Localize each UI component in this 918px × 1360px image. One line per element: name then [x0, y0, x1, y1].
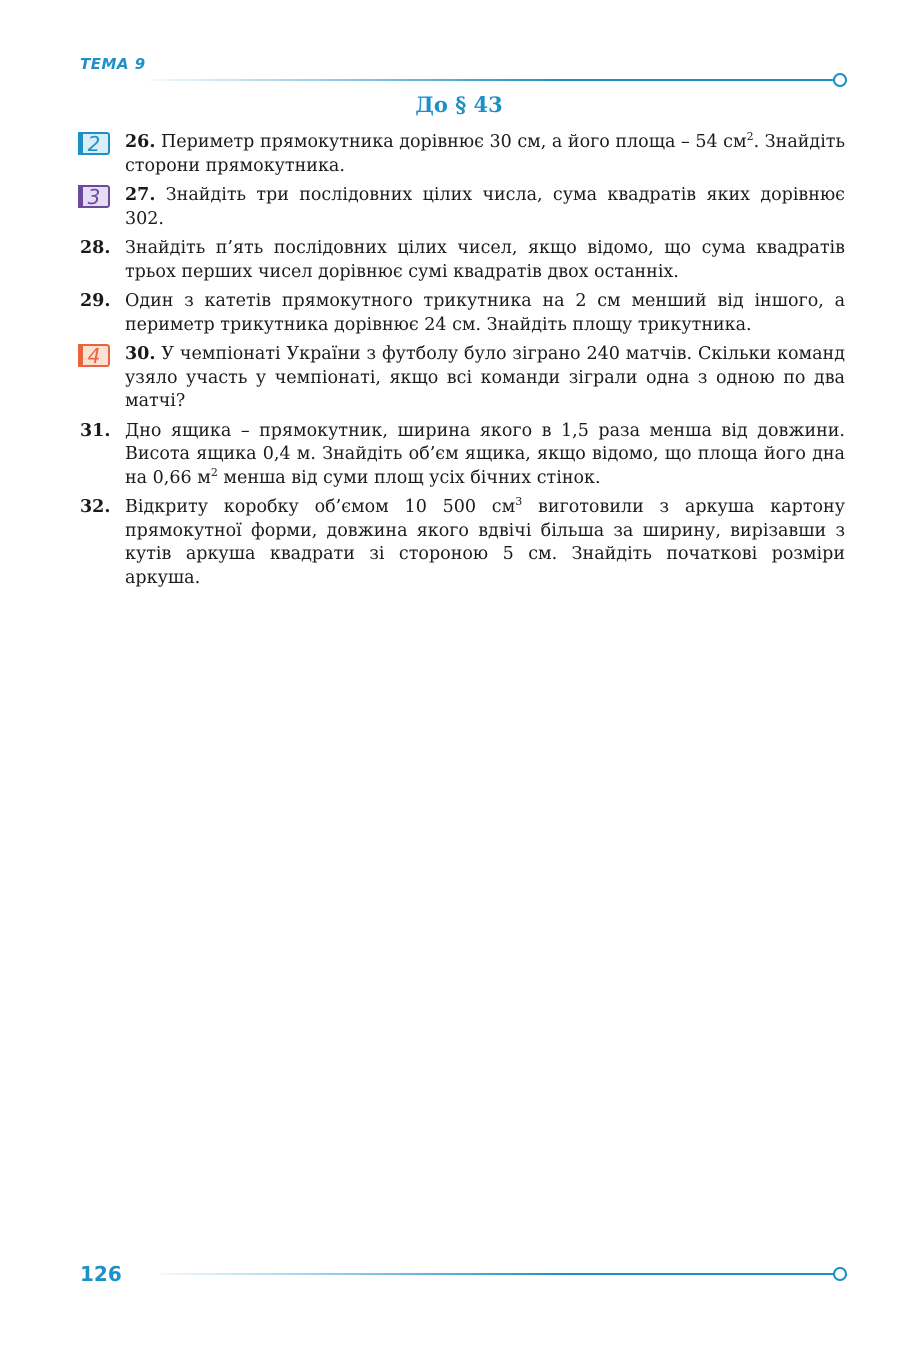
problem-27 [80, 184, 845, 231]
superscript: 2 [746, 130, 754, 144]
problem-29 [80, 290, 845, 337]
superscript: 3 [515, 495, 523, 509]
superscript: 2 [210, 465, 218, 479]
problem-26 [80, 131, 845, 178]
problem-text: менша від суми площ усіх бічних стінок. [217, 467, 601, 488]
problem-number: 26. [125, 132, 156, 152]
problem-list [80, 131, 845, 596]
problem-number: 29. [80, 291, 111, 311]
problem-text: Периметр прямокутника дорівнює 30 см, а його площа – 54 см [161, 132, 747, 152]
header-rule [150, 79, 835, 81]
problem-32 [80, 496, 845, 590]
difficulty-badge-2: 2 [78, 132, 110, 155]
problem-text: У чемпіонаті України з футболу було зіграно 240 матчів. Скільки команд узяло участь у чемпіонаті, якщо всі команди зіграли одна з одною по два матчі? [125, 344, 845, 411]
problem-number: 32. [80, 497, 111, 517]
problem-number: 31. [80, 420, 111, 441]
problem-text: Знайдіть п’ять послідовних цілих чисел, якщо відомо, що сума квадратів трьох перших чисел дорівнює сумі квадратів двох останніх. [125, 238, 845, 282]
problem-text: . Знайдіть сторони прямокутника. [125, 132, 846, 176]
problem-text: Знайдіть три послідовних цілих числа, сума квадратів яких дорівнює 302. [125, 185, 845, 229]
problem-30 [80, 343, 845, 414]
page-number: 126 [80, 1262, 122, 1286]
problem-31 [80, 420, 845, 491]
problem-text: Один з катетів прямокутного трикутника на 2 см менший від іншого, а периметр трикутника дорівнює 24 см. Знайдіть площу трикутника. [125, 291, 845, 335]
difficulty-badge-3: 3 [78, 185, 110, 208]
difficulty-badge-4: 4 [78, 344, 110, 367]
problem-number: 28. [80, 238, 111, 258]
header-rule-dot [833, 73, 847, 87]
problem-28 [80, 237, 845, 284]
topic-header: ТЕМА 9 [80, 55, 146, 73]
problem-text: виготовили з аркуша картону прямокутної форми, довжина якого вдвічі більша за ширину, вирізавши з кутів аркуша квадрати зі стороною 5 см. Знайдіть початкові розміри аркуша. [125, 497, 845, 588]
section-title: До § 43 [415, 92, 503, 117]
footer-rule-dot [833, 1267, 847, 1281]
footer-rule [160, 1273, 835, 1275]
problem-number: 30. [125, 344, 156, 364]
problem-number: 27. [125, 185, 156, 205]
problem-text: Дно ящика – прямокутник, ширина якого в 1,5 раза менша від довжини. Висота ящика 0,4 м. Знайдіть об’єм ящика, якщо відомо, що площа його дна на 0,66 м [125, 420, 845, 488]
problem-text: Відкриту коробку об’ємом 10 500 см [125, 497, 516, 517]
